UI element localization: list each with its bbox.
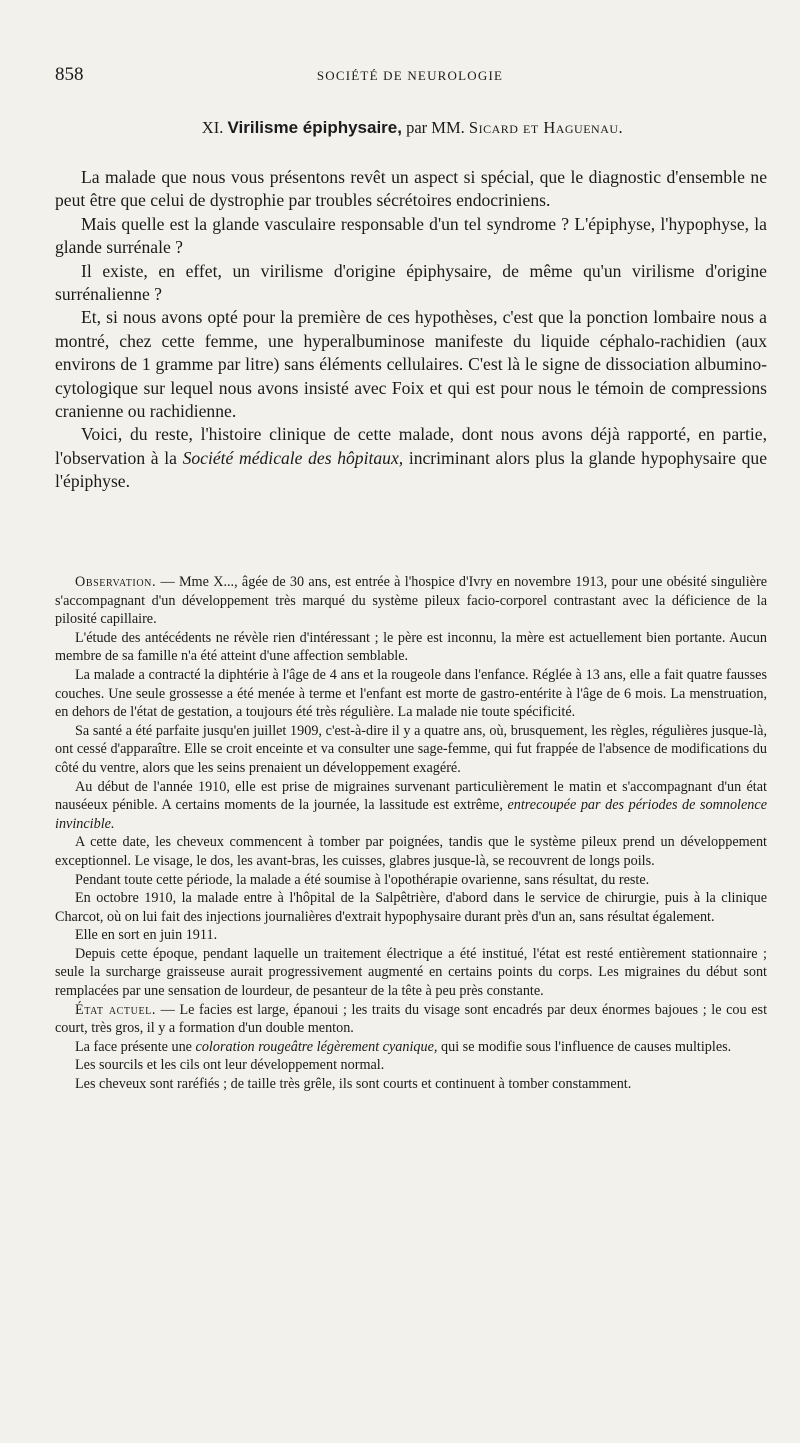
page-number: 858: [55, 64, 84, 85]
paragraph: La malade que nous vous présentons revêt un aspect si spécial, que le diagnostic d'ensemble ne peut être que celui de dystrophie par troubles sécrétoires endocriniens.: [55, 167, 767, 211]
observation-section: [55, 573, 767, 1094]
paragraph: Elle en sort en juin 1911.: [75, 927, 218, 944]
article-title: [55, 118, 770, 138]
migraine-paragraph: Au début de l'année 1910, elle est prise de migraines survenant particulièrement le matin et s'accompagnant d'un état nauséeux pénible. A certains moments de la journée, la lassitude est extrême, entrecoupée par des périodes de somnolence invincible.: [55, 778, 767, 832]
running-title: SOCIÉTÉ DE NEUROLOGIE: [316, 68, 504, 83]
paragraph: Il existe, en effet, un virilisme d'origine épiphysaire, de même qu'un virilisme d'origine surrénalienne ?: [55, 260, 767, 305]
etat-label: État actuel.: [75, 1001, 157, 1018]
intro-section: [55, 166, 767, 494]
paragraph: En octobre 1910, la malade entre à l'hôpital de la Salpêtrière, d'abord dans le service de chirurgie, puis à la clinique Charcot, où on lui fait des injections journalières d'extrait hypophysaire durant près d'un an, sans résultat également.: [55, 890, 767, 925]
page-header: [55, 64, 765, 88]
journal-name: Société médicale des hôpitaux,: [182, 447, 404, 468]
etat-paragraph: État actuel. — Le facies est large, épanoui ; les traits du visage sont encadrés par deux énormes bajoues ; le cou est court, très gros, il y a formation d'un double menton.: [55, 1001, 768, 1037]
observation-paragraph: Observation. — Mme X..., âgée de 30 ans, est entrée à l'hospice d'Ivry en novembre 1913, pour une obésité singulière s'accompagnant d'un développement très marqué du système pileux facio-corporel contrastant avec la déficience de la pilosité capillaire.: [55, 574, 768, 628]
paragraph: La malade a contracté la diphtérie à l'âge de 4 ans et la rougeole dans l'enfance. Réglée à 13 ans, elle a fait quatre fausses couches. Une seule grossesse a été menée à terme et l'enfant est morte de gastro-entérite à l'âge de 6 mois. La menstruation, en dehors de l'état de gestation, a toujours été très régulière. La malade nie toute spécificité.: [55, 666, 767, 721]
observation-label: Observation.: [75, 574, 157, 590]
paragraph-voici: Voici, du reste, l'histoire clinique de cette malade, dont nous avons déjà rapporté, en partie, l'observation à la Société médicale des hôpitaux, incriminant alors plus la glande hypophysaire que l'épiphyse.: [55, 424, 768, 492]
paragraph: Depuis cette époque, pendant laquelle un traitement électrique a été institué, l'état est resté entièrement stationnaire ; seule la surcharge graisseuse aurait progressivement augmenté en certains points du corps. Les migraines du début sont remplacées par une sensation de lourdeur, de pesanteur de la tête à peu près constante.: [55, 945, 767, 1000]
paragraph: Pendant toute cette période, la malade a été soumise à l'opothérapie ovarienne, sans résultat, du reste.: [75, 871, 650, 888]
emphasis: coloration rougeâtre légèrement cyanique,: [195, 1038, 438, 1055]
paragraph: L'étude des antécédents ne révèle rien d'intéressant ; le père est inconnu, la mère est actuellement bien portante. Aucun membre de sa famille n'a été atteint d'une affection semblable.: [55, 629, 767, 665]
paragraph: Mais quelle est la glande vasculaire responsable d'un tel syndrome ? L'épiphyse, l'hypophyse, la glande surrénale ?: [55, 213, 767, 258]
face-paragraph: La face présente une coloration rougeâtre légèrement cyanique, qui se modifie sous l'influence de causes multiples.: [75, 1038, 732, 1055]
article-authors: Sicard et Haguenau.: [468, 118, 624, 137]
paragraph: Les sourcils et les cils ont leur développement normal.: [75, 1057, 385, 1074]
article-main-title: Virilisme épiphysaire,: [227, 118, 402, 137]
article-number: XI.: [201, 118, 224, 137]
emphasis: entrecoupée par des périodes de somnolence invincible.: [55, 797, 767, 832]
paragraph: A cette date, les cheveux commencent à tomber par poignées, tandis que le système pileux prend un développement exceptionnel. Le visage, le dos, les avant-bras, les cuisses, glabres jusque-là, se recouvrent de longs poils.: [55, 834, 767, 869]
paragraph: Les cheveux sont raréfiés ; de taille très grêle, ils sont courts et continuent à tomber constamment.: [75, 1076, 632, 1093]
paragraph: Et, si nous avons opté pour la première de ces hypothèses, c'est que la ponction lombaire nous a montré, chez cette femme, une hyperalbuminose manifeste du liquide céphalo-rachidien (aux environs de 1 gramme par litre) sans éléments cellulaires. C'est là le signe de dissociation albumino-cytologique sur lequel nous avons insisté avec Foix et qui est pour nous le témoin de compressions cranienne ou rachidienne.: [55, 307, 767, 422]
paragraph: Sa santé a été parfaite jusqu'en juillet 1909, c'est-à-dire il y a quatre ans, où, brusquement, les règles, régulières jusque-là, ont cessé d'apparaître. Elle se croit enceinte et va consulter une sage-femme, qui fut frappée de l'absence de modifications du côté du ventre, alors que les seins prenaient un développement exagéré.: [55, 722, 767, 776]
article-by: par MM.: [406, 118, 465, 137]
